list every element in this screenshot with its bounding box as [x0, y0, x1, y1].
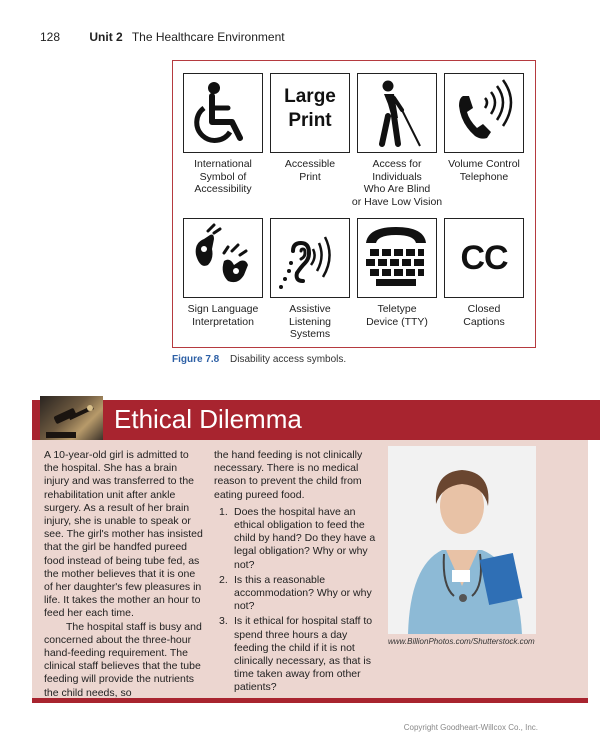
caption-line: Individuals: [372, 170, 422, 183]
caption-line: Teletype: [377, 303, 417, 315]
gavel-scales-image: [40, 396, 103, 440]
ethical-dilemma-title: Ethical Dilemma: [114, 404, 302, 434]
figure-caption-text: Disability access symbols.: [230, 354, 347, 365]
question-number: 1.: [219, 505, 228, 518]
caption-closed-captions: [434, 303, 534, 328]
assistive-listening-ear-icon: [270, 218, 350, 298]
caption-sign-language: [173, 303, 273, 328]
caption-volume-telephone: [434, 158, 534, 183]
large-print-icon: [270, 73, 350, 153]
unit-label: Unit 2: [89, 30, 123, 44]
question-number: 3.: [219, 615, 228, 628]
question-item: [214, 615, 379, 694]
caption-accessibility: [173, 158, 273, 196]
caption-line: Accessible: [284, 158, 336, 170]
caption-teletype: [347, 303, 447, 328]
caption-line: Listening: [288, 315, 332, 328]
caption-low-vision: [347, 158, 447, 208]
question-text: Is this a reasonable accommodation? Why or why not?: [234, 573, 372, 613]
blind-person-cane-icon: [357, 73, 437, 153]
caption-assistive-listening: [260, 303, 360, 341]
caption-line: Sign Language: [187, 303, 259, 315]
copyright-notice: Copyright Goodheart-Willcox Co., Inc.: [403, 723, 538, 732]
nurse-photo: [388, 446, 536, 634]
figure-box: [172, 60, 536, 348]
caption-line: Interpretation: [192, 315, 254, 328]
dilemma-paragraph: the hand feeding is not clinically necessary. There is no medical reason to prevent the child from eating pureed food.: [214, 449, 363, 501]
question-item: [214, 506, 379, 572]
caption-line: Assistive: [289, 303, 331, 315]
dilemma-paragraph: The hospital staff is busy and concerned about the three-hour hand-feeding requirement. The clinical staff believes that the tube feeding will provide the nutrients the child needs, so: [44, 620, 202, 699]
running-header: [40, 30, 285, 44]
large-print-word-large: Large: [284, 86, 336, 107]
caption-line: Who Are Blind: [363, 183, 431, 195]
question-list: [214, 506, 379, 695]
question-item: [214, 574, 379, 614]
photo-credit: www.BillionPhotos.com/Shutterstock.com: [388, 637, 535, 646]
figure-label: Figure 7.8: [172, 354, 220, 365]
unit-title: The Healthcare Environment: [131, 30, 285, 44]
large-print-word-print: Print: [288, 110, 332, 131]
volume-control-telephone-icon: [444, 73, 524, 153]
closed-captions-icon: [444, 218, 524, 298]
caption-line: Closed: [467, 303, 501, 315]
dilemma-column-1: [44, 449, 204, 700]
sign-language-hands-icon: [183, 218, 263, 298]
caption-line: Captions: [463, 315, 505, 328]
caption-line: Volume Control: [448, 158, 520, 170]
teletype-keyboard-icon: [357, 218, 437, 298]
caption-line: Symbol of: [199, 170, 247, 183]
question-number: 2.: [219, 573, 228, 586]
caption-line: Systems: [289, 328, 331, 340]
wheelchair-icon: [183, 73, 263, 153]
figure-caption: [172, 354, 346, 365]
caption-line: Telephone: [459, 170, 509, 183]
caption-line: International: [194, 158, 252, 170]
question-text: Is it ethical for hospital staff to spend three hours a day feeding the child if it is not clinically necessary, as that is time taken away from other patients?: [234, 615, 373, 694]
closed-captions-text: CC: [460, 239, 508, 277]
caption-line: Accessibility: [194, 183, 252, 195]
dilemma-column-2: [214, 449, 379, 697]
page-number: 128: [40, 30, 61, 44]
caption-line: Access for: [372, 158, 422, 170]
caption-accessible-print: [260, 158, 360, 183]
caption-line: or Have Low Vision: [351, 195, 443, 208]
caption-line: Device (TTY): [366, 315, 428, 328]
question-text: Does the hospital have an ethical obligation to feed the child by hand? Do they have a legal obligation? Why or why not?: [234, 505, 376, 571]
caption-line: Print: [299, 170, 321, 183]
dilemma-paragraph: A 10-year-old girl is admitted to the hospital. She has a brain injury and was transferred to the rehabilitation unit after ankle surgery. As a result of her brain injury, she is unable to speak or see. The girl's mother has insisted that the girl be handfed pureed food instead of being tube fed, as the mother believes that it is one of her daughter's few pleasures in life. It takes the mother an hour to feed her each time.: [44, 449, 203, 620]
